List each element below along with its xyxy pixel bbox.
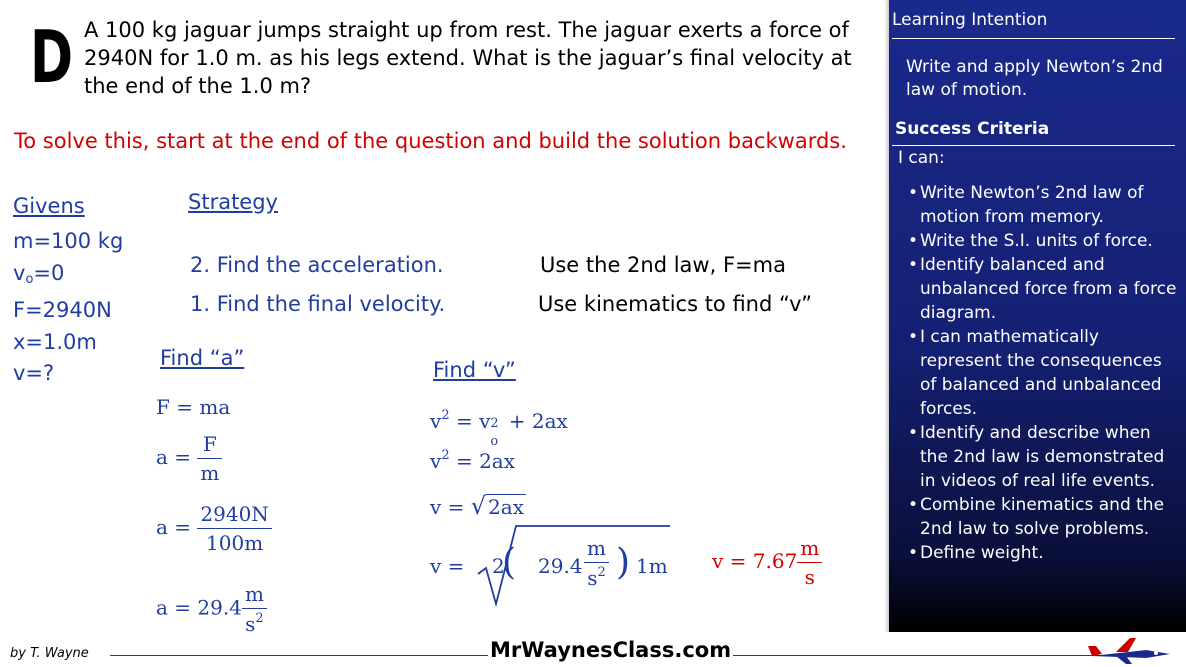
find-v-eq4-lhs: v = bbox=[430, 554, 465, 578]
find-a-unit-den bbox=[242, 609, 267, 636]
find-v-eq4-unit-exp: 2 bbox=[597, 565, 606, 580]
find-v-eq4-unit-den-s: s bbox=[587, 566, 598, 590]
jet-plane-logo-icon bbox=[1086, 634, 1174, 666]
find-v-eq4-unit-num: m bbox=[584, 536, 609, 563]
find-v-eq2-exp: 2 bbox=[441, 448, 450, 463]
find-v-eq3 bbox=[430, 492, 526, 520]
criteria-item: • Identify balanced and unbalanced force from a force diagram. bbox=[906, 253, 1178, 325]
criteria-item: • I can mathematically represent the consequences of balanced and unbalanced forces. bbox=[906, 325, 1178, 421]
find-v-eq1-exp: 2 bbox=[441, 408, 450, 423]
criteria-item: • Identify and describe when the 2nd law is demonstrated in videos of real life events. bbox=[906, 421, 1178, 493]
find-a-eq3-num: 2940N bbox=[197, 502, 271, 529]
find-v-eq4-unit bbox=[584, 536, 609, 590]
find-a-unit-den-exp: 2 bbox=[255, 611, 264, 626]
question-text: A 100 kg jaguar jumps straight up from rest. The jaguar exerts a force of 2940N for 1.0 m. as his legs extend. What is the jaguar’s final velocity at the end of the 1.0 m? bbox=[84, 18, 852, 98]
learning-intention-title: Learning Intention bbox=[892, 10, 1048, 30]
find-a-eq2-lhs: a = bbox=[156, 445, 192, 469]
sidebar-panel bbox=[889, 0, 1186, 632]
find-a-eq3 bbox=[156, 502, 272, 555]
sqrt-symbol-icon: √ bbox=[470, 492, 487, 520]
find-a-eq1: F = ma bbox=[156, 395, 231, 419]
open-paren-icon: ( bbox=[502, 542, 517, 583]
close-paren-icon: ) bbox=[616, 542, 631, 583]
given-mass: m=100 kg bbox=[13, 229, 124, 253]
final-answer-unit-num: m bbox=[797, 536, 822, 563]
success-criteria-title: Success Criteria bbox=[895, 119, 1050, 139]
find-a-eq2-den: m bbox=[200, 461, 220, 485]
author-byline: by T. Wayne bbox=[10, 646, 89, 661]
i-can-label: I can: bbox=[898, 148, 945, 168]
find-a-result-unit bbox=[242, 582, 267, 636]
find-v-eq2-rhs: = 2ax bbox=[449, 449, 515, 473]
givens-title: Givens bbox=[13, 194, 85, 218]
criteria-item: • Combine kinematics and the 2nd law to solve problems. bbox=[906, 493, 1178, 541]
find-v-eq1-mid: = v bbox=[449, 409, 491, 433]
find-v-eq3-lhs: v = bbox=[430, 495, 471, 519]
find-v-eq1-v: v bbox=[430, 409, 442, 433]
given-initial-velocity bbox=[13, 258, 123, 296]
find-v-eq3-radicand: 2ax bbox=[488, 495, 525, 519]
given-v0-base: v bbox=[13, 260, 26, 285]
find-a-unit-den-s: s bbox=[245, 612, 256, 636]
given-v0-sub: o bbox=[25, 271, 34, 287]
given-distance: x=1.0m bbox=[13, 329, 97, 354]
strategy-step-1-note: Use kinematics to find “v” bbox=[538, 292, 813, 316]
find-v-eq1-rhs: + 2ax bbox=[502, 409, 568, 433]
site-name[interactable]: MrWaynesClass.com bbox=[490, 638, 732, 662]
find-v-eq4-unit-den bbox=[584, 563, 609, 590]
find-a-result-value: a = 29.4 bbox=[156, 595, 242, 620]
strategy-step-2-note: Use the 2nd law, F=ma bbox=[540, 253, 786, 277]
final-answer-unit bbox=[797, 536, 822, 589]
find-v-title: Find “v” bbox=[433, 358, 516, 382]
strategy-step-1: 1. Find the final velocity. bbox=[190, 292, 446, 316]
find-v-eq2 bbox=[430, 448, 515, 473]
find-a-eq3-lhs: a = bbox=[156, 515, 192, 539]
find-v-eq2-v: v bbox=[430, 449, 442, 473]
find-a-eq3-den: 100m bbox=[206, 531, 264, 555]
learning-intention-text: Write and apply Newton’s 2nd law of motion. bbox=[906, 57, 1163, 100]
find-v-eq4-value: 29.4 bbox=[538, 554, 583, 578]
criteria-item: • Write the S.I. units of force. bbox=[906, 229, 1178, 253]
criteria-item: • Write Newton’s 2nd law of motion from memory. bbox=[906, 181, 1178, 229]
given-force: F=2940N bbox=[13, 298, 112, 322]
find-a-unit-num: m bbox=[242, 582, 267, 609]
find-v-eq1-sub-o: o bbox=[490, 434, 499, 449]
find-a-eq3-fraction bbox=[197, 502, 271, 555]
givens-list bbox=[13, 226, 123, 390]
find-v-eq4-two: 2 bbox=[492, 554, 505, 578]
find-v-eq1 bbox=[430, 408, 568, 449]
find-v-eq4-tail: 1m bbox=[636, 554, 668, 578]
find-a-eq2-fraction bbox=[197, 432, 222, 485]
final-answer bbox=[712, 536, 822, 589]
instruction-text: To solve this, start at the end of the question and build the solution backwards. bbox=[14, 129, 847, 153]
find-a-eq2 bbox=[156, 432, 222, 485]
criteria-item: • Define weight. bbox=[906, 541, 1178, 565]
final-answer-value: v = 7.67 bbox=[712, 549, 798, 573]
learning-intention-divider bbox=[892, 38, 1175, 39]
find-v-eq1-sup2: 2 bbox=[490, 416, 499, 431]
given-unknown: v=? bbox=[13, 361, 55, 385]
slide-letter: D bbox=[30, 15, 74, 99]
success-criteria-divider bbox=[892, 145, 1175, 146]
strategy-step-2: 2. Find the acceleration. bbox=[190, 253, 444, 277]
given-v0-rest: =0 bbox=[33, 260, 65, 285]
find-a-result bbox=[156, 582, 267, 636]
final-answer-unit-den: s bbox=[804, 565, 815, 589]
find-a-eq2-num: F bbox=[197, 432, 222, 459]
success-criteria-list bbox=[906, 181, 1178, 565]
strategy-title: Strategy bbox=[188, 190, 278, 214]
find-a-title: Find “a” bbox=[160, 346, 245, 370]
